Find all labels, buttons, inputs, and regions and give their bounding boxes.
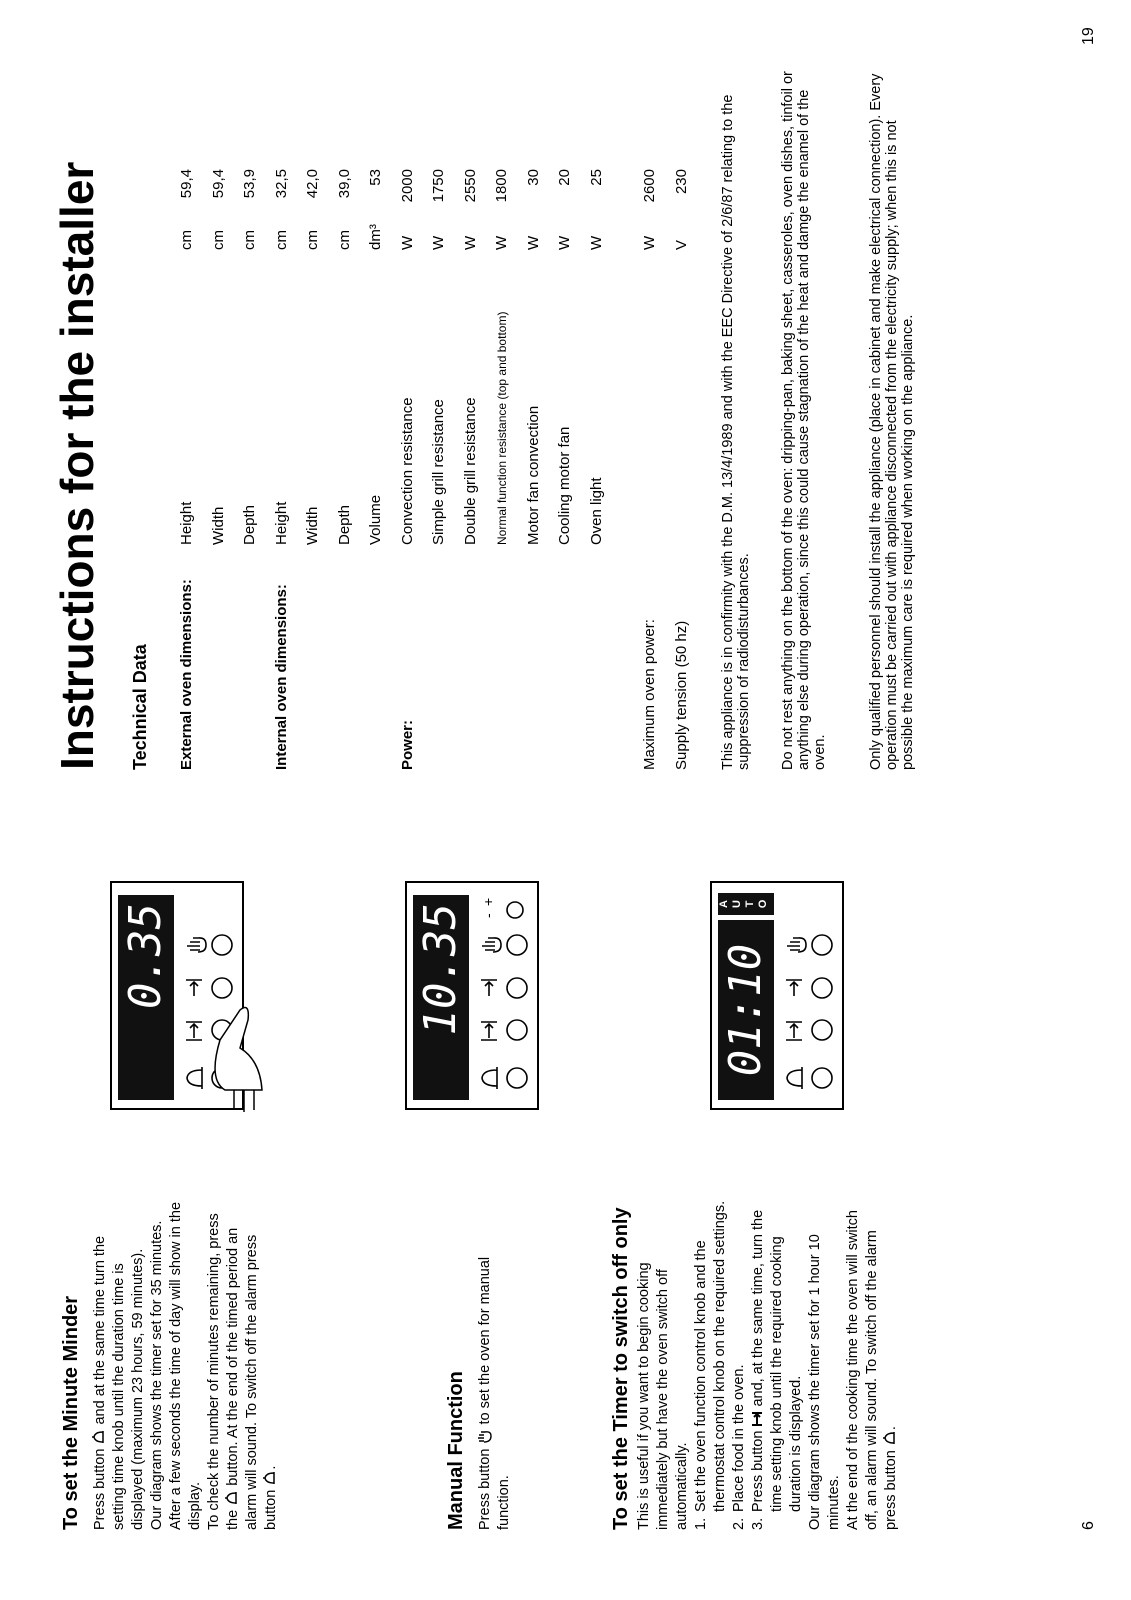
row-value: 230 bbox=[672, 169, 690, 195]
minute-minder-text: button. At the end of the timed period an alarm will sound. To switch off the alarm press button bbox=[225, 1227, 279, 1530]
manual-function-text: to set the oven for manual function. bbox=[477, 1256, 512, 1530]
end-time-button bbox=[507, 978, 527, 998]
control-panel-diagram-2 bbox=[395, 860, 555, 1120]
row-item-label: Volume bbox=[367, 494, 384, 545]
list-item: 2. Place food in the oven. bbox=[731, 1364, 747, 1530]
technical-data-table bbox=[178, 50, 690, 770]
timer-display: 10.35 bbox=[413, 895, 469, 1100]
hand-icon bbox=[187, 938, 206, 952]
timer-intro: This is useful if you want to begin cooking immediately but have the oven switch off automatically. bbox=[636, 1262, 690, 1530]
conformity-paragraph: This appliance is in confirmity with the D.M. 13/4/1989 and with the EEC Directive of 2/6/87 relating to the suppression of radiodisturbances. bbox=[720, 94, 752, 770]
control-panel-diagram-3 bbox=[700, 860, 870, 1120]
page-title: Instructions for the installer bbox=[51, 161, 103, 770]
row-value: 39,0 bbox=[335, 169, 353, 199]
row-unit: W bbox=[493, 235, 510, 250]
row-value: 59,4 bbox=[178, 169, 195, 199]
warning-paragraph: Do not rest anything on the bottom of the oven: dripping-pan, baking sheet, casseroles, oven dishes, tinfoil or anything else during operation, since this could cause stagnation of the heat and damge the enamel of the oven. bbox=[780, 71, 828, 770]
timer-text: Our diagram shows the timer set for 1 hour 10 minutes. bbox=[807, 1234, 842, 1530]
end-time-icon bbox=[481, 980, 497, 996]
bell-icon bbox=[224, 1490, 240, 1506]
row-item-label: Motor fan convection bbox=[524, 405, 542, 545]
row-unit: W bbox=[587, 235, 605, 250]
row-value: 1800 bbox=[493, 169, 510, 203]
row-value: 53,9 bbox=[241, 169, 258, 199]
end-time-button bbox=[212, 978, 232, 998]
row-unit: cm bbox=[178, 230, 195, 250]
manual-button bbox=[507, 935, 527, 955]
left-page-number: 6 bbox=[1080, 1521, 1097, 1530]
right-page-number: 19 bbox=[1080, 27, 1097, 45]
end-time-icon bbox=[786, 980, 802, 996]
minute-minder-section: To set the Minute Minder Press button and at the same time turn the setting time knob until the duration time is displayed (maximum 23 hours, 59 minutes). Our diagram shows the timer set for 35 minutes. After a few seconds the time of day will show in the display. To check the number of minutes remaining, press the button. At the end of the timed period an alarm will sound. To switch off the alarm press button . bbox=[60, 1201, 279, 1530]
row-unit: cm bbox=[241, 230, 258, 250]
row-group-label: Power: bbox=[398, 719, 416, 770]
timer-display: 01:10 bbox=[718, 920, 774, 1100]
timer-steps bbox=[692, 1200, 806, 1530]
installation-paragraph: Only qualified personnel should install the appliance (place in cabinet and make electrical connection). Every operation must be carried out with appliance disconnected from the electricity supply; when this is not possible the maximum care is required when working on the appliance. bbox=[868, 73, 916, 770]
row-value: 2000 bbox=[398, 169, 416, 203]
row-unit: cm bbox=[272, 230, 290, 250]
timer-switch-off-section: To set the Timer to switch off only This is useful if you want to begin cooking immediately but have the oven switch off automatically. 1. Set the oven function control knob and the thermostat control knob on the required settings. 2. Place food in the oven. 3. Press button and, at the same time, turn the time setting knob until the required cooking duration is displayed. Our diagram shows the timer set for 1 hour 10 minutes. At the end of the cooking time the oven will switch off, an alarm will sound. To switch off the alarm press button . bbox=[610, 1200, 899, 1530]
duration-icon bbox=[481, 1022, 497, 1040]
row-item-label: Convection resistance bbox=[398, 397, 416, 545]
row-value: 1750 bbox=[430, 169, 447, 203]
timer-display: 0.35 bbox=[118, 895, 174, 1100]
row-value: 32,5 bbox=[272, 169, 290, 199]
row-group-label: Supply tension (50 hz) bbox=[672, 620, 690, 770]
row-value: 30 bbox=[524, 169, 542, 186]
row-unit: W bbox=[430, 235, 447, 250]
duration-icon bbox=[786, 1022, 802, 1040]
row-unit: cm bbox=[335, 230, 353, 250]
row-item-label: Height bbox=[272, 501, 290, 545]
row-unit: cm bbox=[304, 230, 321, 250]
row-unit: cm bbox=[209, 230, 227, 250]
manual-function-section bbox=[445, 1200, 514, 1530]
list-item: 3. Press button and, at the same time, turn the time setting knob until the required cooking duration is displayed. bbox=[750, 1209, 804, 1530]
minute-minder-text: Press button bbox=[92, 1448, 108, 1530]
row-item-label: Normal function resistance (top and bottom) bbox=[495, 311, 509, 545]
row-unit: W bbox=[398, 235, 416, 250]
minute-minder-heading: To set the Minute Minder bbox=[60, 1295, 82, 1530]
duration-button bbox=[507, 1020, 527, 1040]
row-item-label: Double grill resistance bbox=[461, 397, 479, 545]
knob bbox=[507, 902, 523, 918]
row-group-label: Maximum oven power: bbox=[641, 619, 658, 770]
bell-icon bbox=[482, 1067, 497, 1089]
row-value: 25 bbox=[587, 169, 605, 186]
bell-icon bbox=[787, 1067, 802, 1089]
row-value: 42,0 bbox=[304, 169, 321, 199]
row-item-label: Simple grill resistance bbox=[430, 399, 447, 545]
row-item-label: Width bbox=[209, 506, 227, 545]
minus-sign: - bbox=[480, 913, 496, 918]
row-unit: dm³ bbox=[367, 224, 384, 250]
timer-text: At the end of the cooking time the oven will switch off, an alarm will sound. To switch off the alarm press button bbox=[845, 1210, 899, 1530]
row-value: 2550 bbox=[461, 169, 479, 203]
bell-icon bbox=[882, 1430, 898, 1446]
row-group-label: External oven dimensions: bbox=[178, 579, 195, 770]
end-time-icon bbox=[186, 980, 202, 996]
list-item: 1. Set the oven function control knob and the thermostat control knob on the required settings. bbox=[693, 1200, 728, 1530]
bell-button bbox=[507, 1068, 527, 1088]
bell-button bbox=[812, 1068, 832, 1088]
control-panel-diagram-1 bbox=[100, 860, 260, 1120]
row-item-label: Depth bbox=[335, 504, 353, 545]
row-group-label: Internal oven dimensions: bbox=[272, 584, 290, 770]
row-item-label: Cooling motor fan bbox=[556, 426, 573, 545]
bell-icon bbox=[91, 1429, 107, 1445]
minute-minder-text: To check the number of minutes remaining, press the bbox=[206, 1213, 241, 1530]
auto-indicator: A U T O bbox=[718, 893, 774, 915]
row-value: 59,4 bbox=[209, 169, 227, 199]
minute-minder-text: and at the same time turn the setting time knob until the duration time is displayed (maximum 23 hours, 59 minutes). bbox=[92, 1235, 146, 1530]
row-value: 53 bbox=[367, 169, 384, 186]
duration-button bbox=[812, 1020, 832, 1040]
end-time-button bbox=[812, 978, 832, 998]
row-item-label: Width bbox=[304, 506, 321, 545]
panel-buttons bbox=[475, 895, 535, 1100]
hand-icon bbox=[476, 1429, 492, 1445]
plus-sign: + bbox=[480, 897, 496, 906]
hand-icon bbox=[787, 938, 806, 952]
end-time-icon bbox=[749, 1411, 765, 1427]
row-value: 20 bbox=[556, 169, 573, 186]
row-unit: W bbox=[641, 235, 658, 250]
row-unit: W bbox=[461, 235, 479, 250]
manual-button bbox=[812, 935, 832, 955]
row-item-label: Oven light bbox=[587, 477, 605, 545]
row-item-label: Height bbox=[178, 501, 195, 545]
bell-icon bbox=[262, 1470, 278, 1486]
manual-function-heading: Manual Function bbox=[445, 1371, 467, 1530]
manual-function-text: Press button bbox=[477, 1448, 493, 1530]
manual-button bbox=[212, 935, 232, 955]
finger-illustration bbox=[200, 1000, 270, 1120]
row-unit: V bbox=[672, 239, 690, 250]
row-unit: W bbox=[524, 235, 542, 250]
hand-icon bbox=[482, 938, 501, 952]
row-item-label: Depth bbox=[241, 504, 258, 545]
row-unit: W bbox=[556, 235, 573, 250]
panel-buttons bbox=[780, 895, 840, 1100]
technical-data-heading: Technical Data bbox=[130, 644, 150, 770]
row-value: 2600 bbox=[641, 169, 658, 203]
timer-switch-off-heading: To set the Timer to switch off only bbox=[610, 1207, 632, 1530]
minute-minder-text: Our diagram shows the timer set for 35 minutes. After a few seconds the time of day will show in the display. bbox=[149, 1201, 203, 1530]
